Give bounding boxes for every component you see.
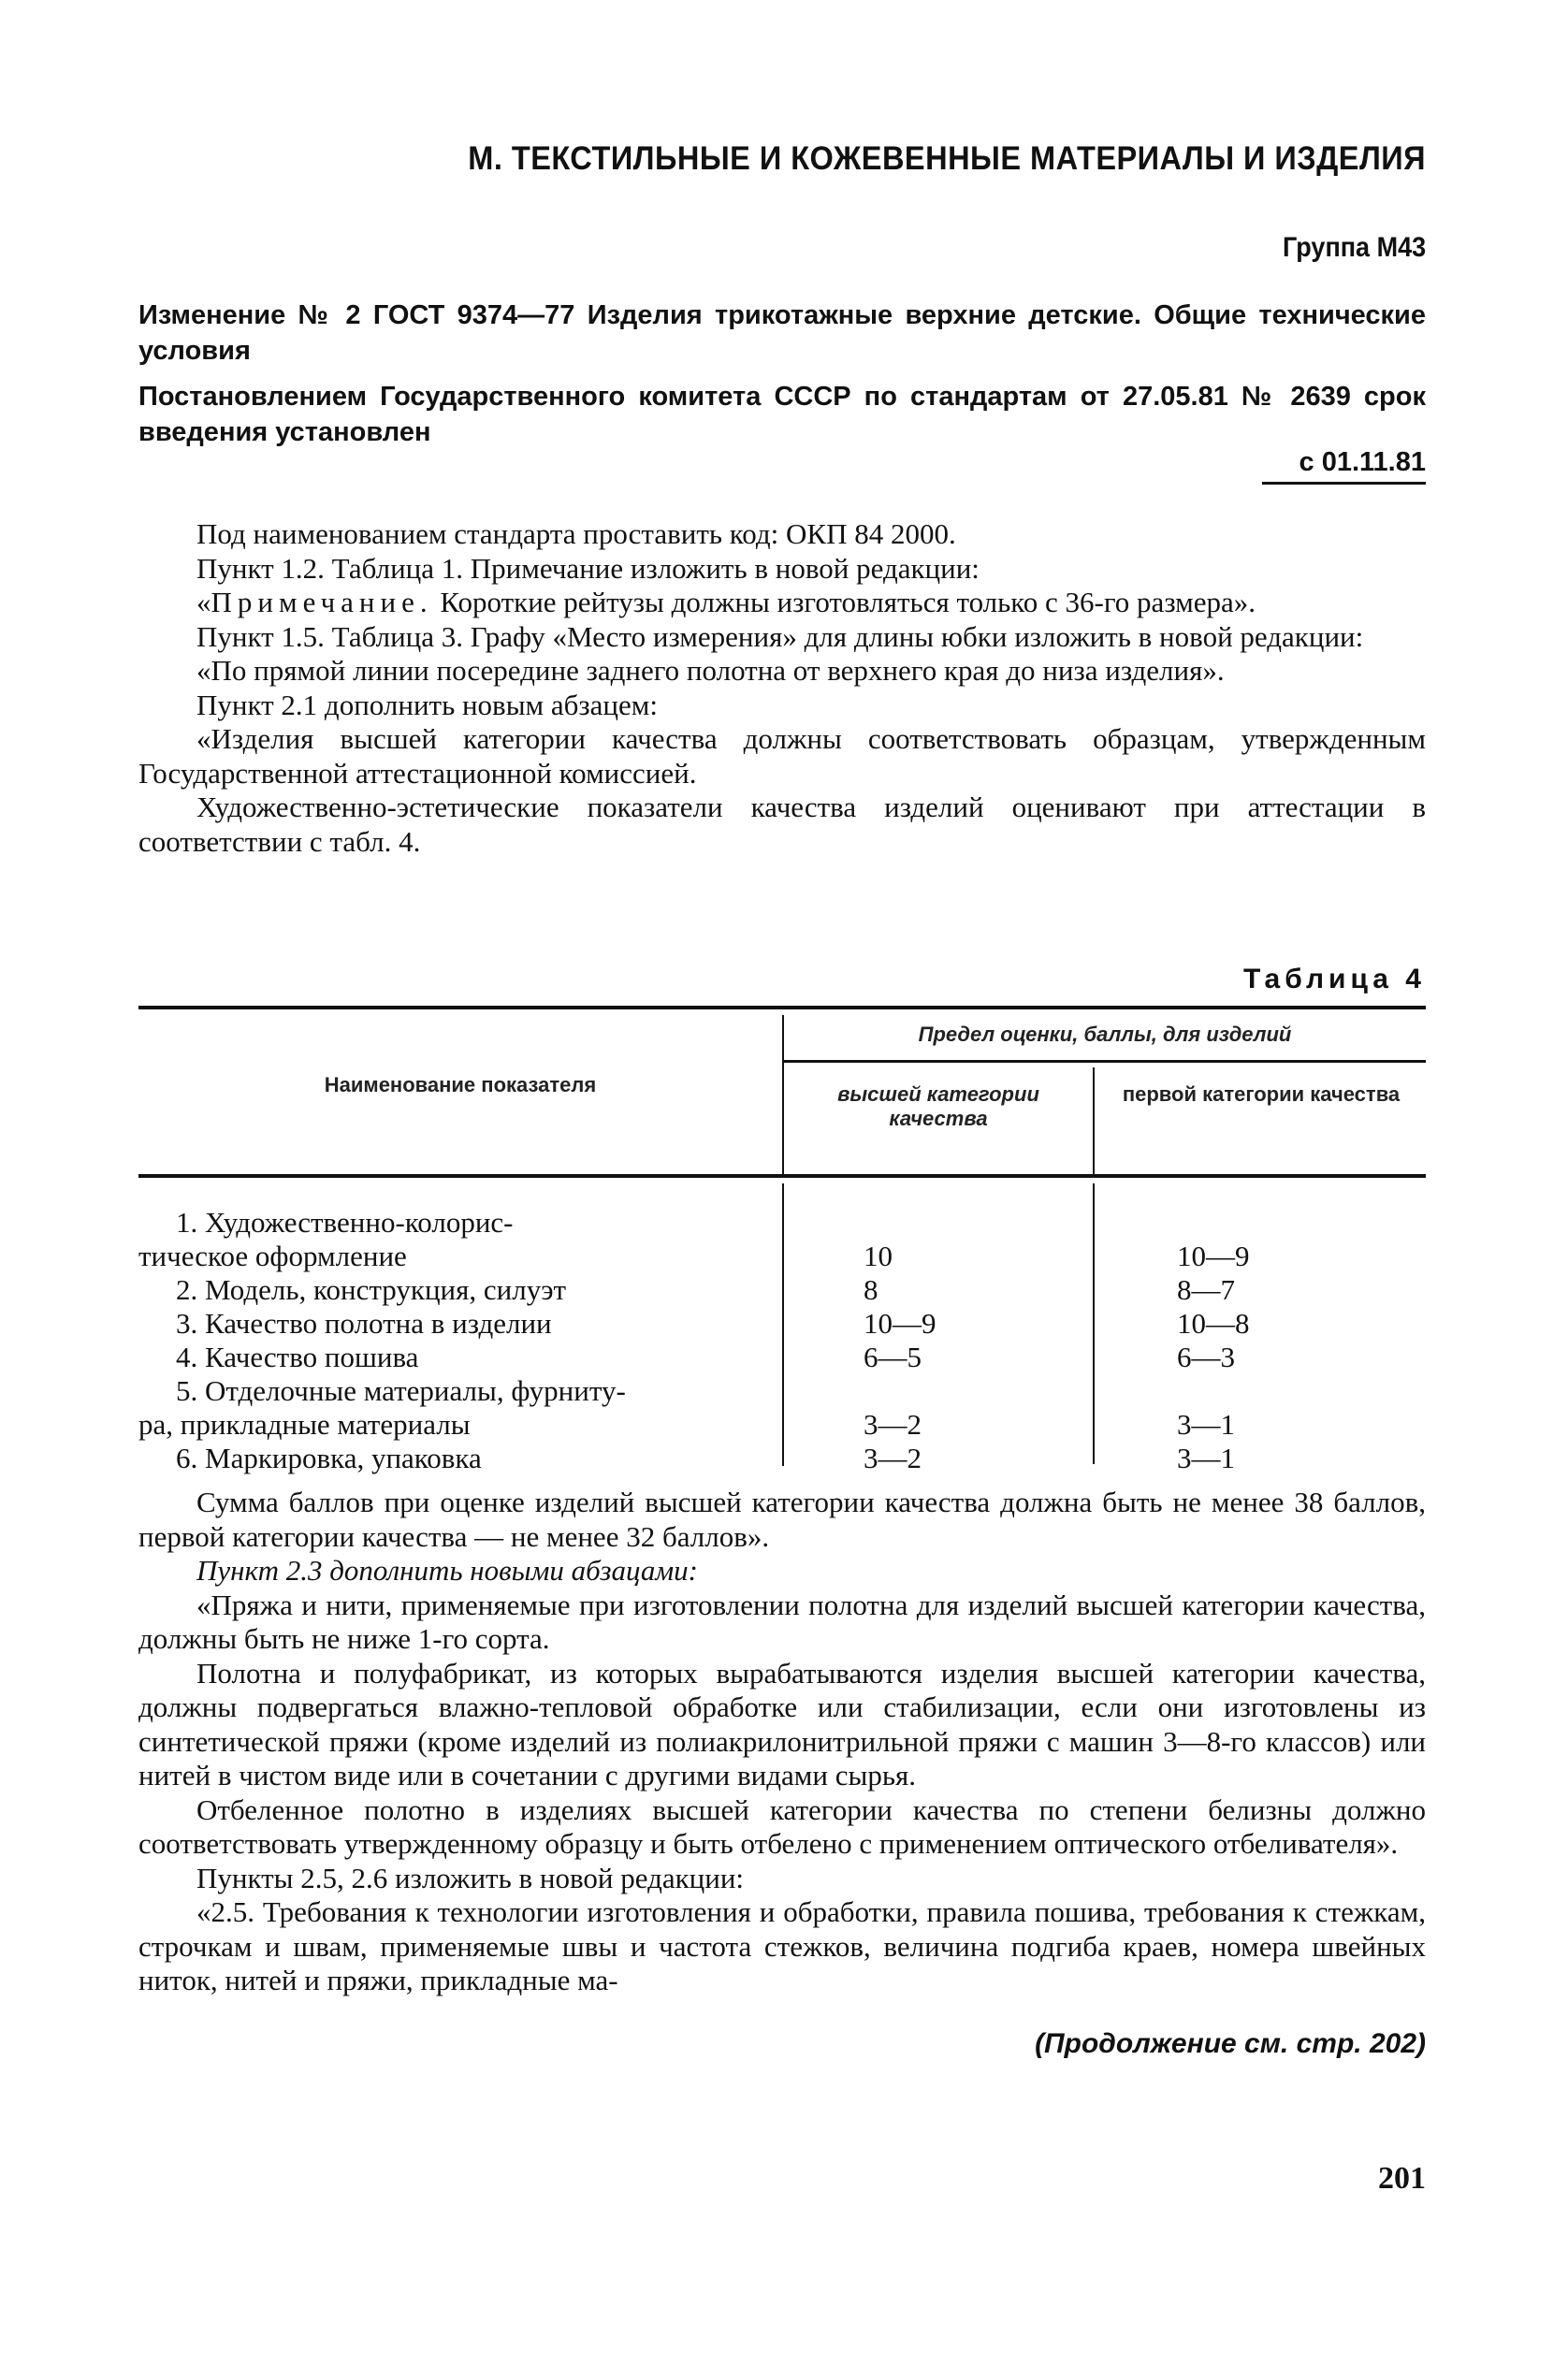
value-higher: 3—2 [864, 1408, 922, 1441]
value-higher: 3—2 [864, 1442, 922, 1474]
table-divider [1093, 1183, 1095, 1464]
paragraph: «По прямой линии посередине заднего полотна от верхнего края до низа изделия». [196, 654, 1225, 687]
paragraph: «Пряжа и нити, применяемые при изготовлении полотна для изделий высшей категории качества, должны быть не ниже 1-го сорта. [138, 1588, 1426, 1655]
row-name: 4. Качество пошива [176, 1341, 419, 1373]
value-higher: 10 [864, 1240, 893, 1272]
body-block-2 [138, 1486, 1426, 1998]
row-name: 5. Отделочные материалы, фурниту- [176, 1374, 626, 1407]
value-first: 10—9 [1177, 1240, 1250, 1272]
table-title: Таблица 4 [1242, 964, 1426, 994]
note-label: Примечание. [211, 586, 433, 618]
paragraph: Отбеленное полотно в изделиях высшей категории качества по степени белизны должно соответствовать утвержденному образцу и быть отбелено с применением оптического отбеливателя». [138, 1792, 1426, 1860]
header-name: Наименование показателя [324, 1073, 597, 1096]
paragraph: Пункт 2.1 дополнить новым абзацем: [196, 688, 659, 721]
value-higher: 10—9 [864, 1307, 936, 1340]
header-bottom-rule [138, 1174, 1426, 1178]
row-name: 6. Маркировка, упаковка [176, 1442, 482, 1474]
paragraph: Пункт 1.2. Таблица 1. Примечание изложить в новой редакции: [196, 551, 980, 585]
effective-date: с 01.11.81 [1262, 447, 1426, 485]
paragraph: Полотна и полуфабрикат, из которых вырабатываются изделия высшей категории качества, должны подвергаться влажно-тепловой обработке или стабилизации, если они изготовлены из синтетической пряжи (кроме изделий из полиакрилонитрильной пряжи с машин 3—8-го классов) или нитей в чистом виде или в сочетании с другими видами сырья. [138, 1656, 1426, 1792]
paragraph: «Изделия высшей категории качества должны соответствовать образцам, утвержденным Государственной аттестационной комиссией. [138, 722, 1426, 790]
header-col2: первой категории качества [1122, 1082, 1401, 1106]
header-sub-rule [784, 1060, 1426, 1063]
paragraph: Под наименованием стандарта проставить код: ОКП 84 2000. [196, 517, 956, 550]
value-higher: 8 [864, 1273, 878, 1306]
paragraph: Пункт 1.5. Таблица 3. Графу «Место измерения» для длины юбки изложить в новой редакции: [196, 619, 1364, 653]
value-first: 3—1 [1177, 1408, 1235, 1441]
body-block-1 [138, 517, 1426, 859]
paragraph: Пункт 2.3 дополнить новыми абзацами: [196, 1554, 698, 1587]
paragraph: «2.5. Требования к технологии изготовления и обработки, правила пошива, требования к стежкам, строчкам и швам, применяемые швы и частота стежков, величина подгиба краев, номера швейных ниток, нитей и пряжи, прикладные ма- [138, 1895, 1426, 1996]
value-first: 10—8 [1177, 1307, 1250, 1340]
row-name: 1. Художественно-колорис- [176, 1206, 514, 1239]
quote-mark: « [196, 586, 211, 618]
table-divider [782, 1183, 784, 1466]
group-code: Группа М43 [1282, 232, 1426, 263]
table-top-rule [138, 1006, 1426, 1009]
paragraph: Художественно-эстетические показатели качества изделий оценивают при аттестации в соответствии с табл. 4. [138, 791, 1426, 858]
value-first: 8—7 [1177, 1273, 1235, 1306]
paragraph: Пункты 2.5, 2.6 изложить в новой редакции: [196, 1861, 745, 1894]
header-group: Предел оценки, баллы, для изделий [918, 1023, 1292, 1046]
decree-heading: Постановлением Государственного комитета СССР по стандартам от 27.05.81 № 2639 срок введения установлен [138, 382, 1426, 447]
section-title: М. ТЕКСТИЛЬНЫЕ И КОЖЕВЕННЫЕ МАТЕРИАЛЫ И ИЗДЕЛИЯ [468, 140, 1426, 177]
paragraph-note [138, 586, 1426, 620]
value-first: 6—3 [1177, 1341, 1235, 1373]
value-higher: 6—5 [864, 1341, 922, 1373]
page-number: 201 [1378, 2161, 1426, 2196]
value-first: 3—1 [1177, 1442, 1235, 1474]
row-name-cont: ра, прикладные материалы [138, 1408, 471, 1441]
row-name: 2. Модель, конструкция, силуэт [176, 1273, 567, 1306]
paragraph: Сумма баллов при оценке изделий высшей категории качества должна быть не менее 38 баллов, первой категории качества — не менее 32 баллов». [138, 1486, 1426, 1553]
change-heading: Изменение № 2 ГОСТ 9374—77 Изделия трикотажные верхние детские. Общие технические условия [138, 300, 1426, 366]
table-divider [1093, 1067, 1095, 1174]
row-name: 3. Качество полотна в изделии [176, 1307, 552, 1340]
note-text: Короткие рейтузы должны изготовляться только с 36-го размера». [432, 586, 1256, 618]
header-col1: высшей категории качества [837, 1082, 1039, 1130]
row-name-cont: тическое оформление [138, 1240, 407, 1272]
continuation-note: (Продолжение см. стр. 202) [1035, 2028, 1426, 2059]
